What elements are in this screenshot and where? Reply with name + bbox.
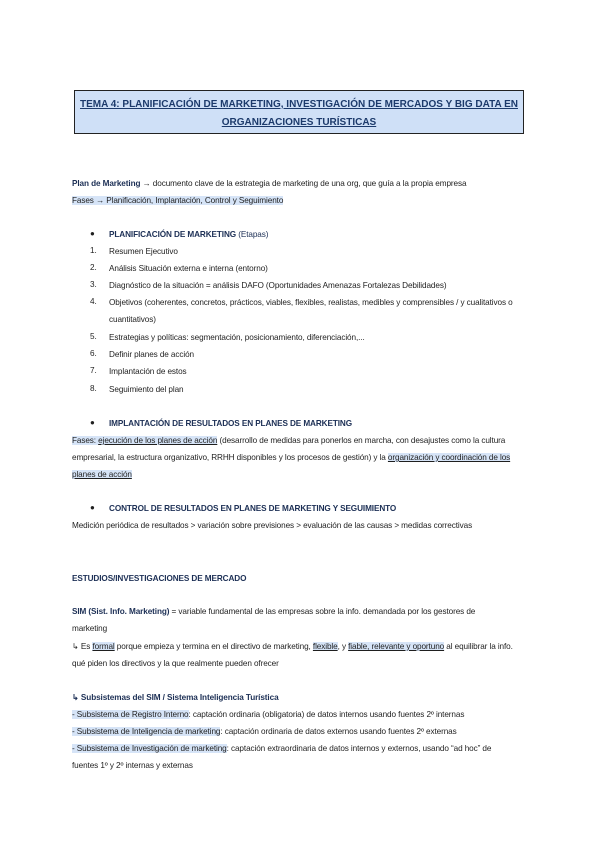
list-number: 4. [90,297,97,306]
bullet-icon: ● [90,229,95,238]
section-planificacion-heading: PLANIFICACIÓN DE MARKETING (Etapas) [109,230,269,239]
subsystem-inteligencia: - Subsistema de Inteligencia de marketing: captación ordinaria de datos externos usando fuentes 2º externas [72,727,457,736]
list-item: Resumen Ejecutivo [109,247,178,256]
implantacion-text-line-1: Fases: ejecución de los planes de acción (desarrollo de medidas para ponerlos en marcha, con desajustes como la cultura [72,436,506,445]
plan-term: Plan de Marketing [72,179,141,188]
list-number: 6. [90,349,97,358]
subsystem-investigacion-cont: fuentes 1º y 2º internas y externas [72,761,193,770]
subsystem-investigacion: - Subsistema de Investigación de marketing: captación extraordinaria de datos internos y externos, usando “ad hoc” de [72,744,492,753]
sim-definition: SIM (Sist. Info. Marketing) = variable fundamental de las empresas sobre la info. demandada por los gestores de [72,607,476,616]
control-text: Medición periódica de resultados > variación sobre previsiones > evaluación de las causas > medidas correctivas [72,521,473,530]
sim-features-line-2: qué piden los directivos y la que realmente pueden ofrecer [72,659,279,668]
list-number: 7. [90,366,97,375]
sim-definition-cont: marketing [72,624,108,633]
list-item-continuation: cuantitativos) [109,315,156,324]
section-control-heading: CONTROL DE RESULTADOS EN PLANES DE MARKETING Y SEGUIMIENTO [109,504,397,513]
subsystems-heading: ↳ Subsistemas del SIM / Sistema Inteligencia Turística [72,693,279,702]
title-line-2: ORGANIZACIONES TURÍSTICAS [221,117,377,128]
list-item: Diagnóstico de la situación = análisis DAFO (Oportunidades Amenazas Fortalezas Debilidades) [109,281,447,290]
bullet-icon: ● [90,418,95,427]
bullet-icon: ● [90,503,95,512]
title-line-1: TEMA 4: PLANIFICACIÓN DE MARKETING, INVESTIGACIÓN DE MERCADOS Y BIG DATA EN [80,99,518,110]
plan-phases: Fases → Planificación, Implantación, Control y Seguimiento [72,196,284,205]
implantacion-text-line-3: planes de acción [72,470,132,479]
list-number: 1. [90,246,97,255]
list-item: Objetivos (coherentes, concretos, prácticos, viables, flexibles, realistas, medibles y comprensibles / y cualitativos o [109,298,513,307]
list-item: Estrategias y políticas: segmentación, posicionamiento, diferenciación,... [109,333,365,342]
section-implantacion-heading: IMPLANTACIÓN DE RESULTADOS EN PLANES DE MARKETING [109,419,353,428]
list-item: Definir planes de acción [109,350,194,359]
list-item: Análisis Situación externa e interna (entorno) [109,264,268,273]
list-item: Seguimiento del plan [109,385,184,394]
list-number: 5. [90,332,97,341]
subsystem-registro: - Subsistema de Registro Interno: captación ordinaria (obligatoria) de datos internos usando fuentes 2º internas [72,710,465,719]
sim-features-line-1: ↳ Es formal porque empieza y termina en el directivo de marketing, flexible, y fiable, relevante y oportuno al equilibrar la info. [72,642,513,651]
title-box [74,90,524,134]
list-number: 3. [90,280,97,289]
implantacion-text-line-2: empresarial, la estructura organizativo, RRHH disponibles y los procesos de gestión) y la organización y coordinación de los [72,453,511,462]
list-item: Implantación de estos [109,367,187,376]
plan-definition: Plan de Marketing → documento clave de la estrategia de marketing de una org, que guía a la propia empresa [72,179,467,188]
list-number: 2. [90,263,97,272]
studies-heading: ESTUDIOS/INVESTIGACIONES DE MERCADO [72,574,247,583]
list-number: 8. [90,384,97,393]
